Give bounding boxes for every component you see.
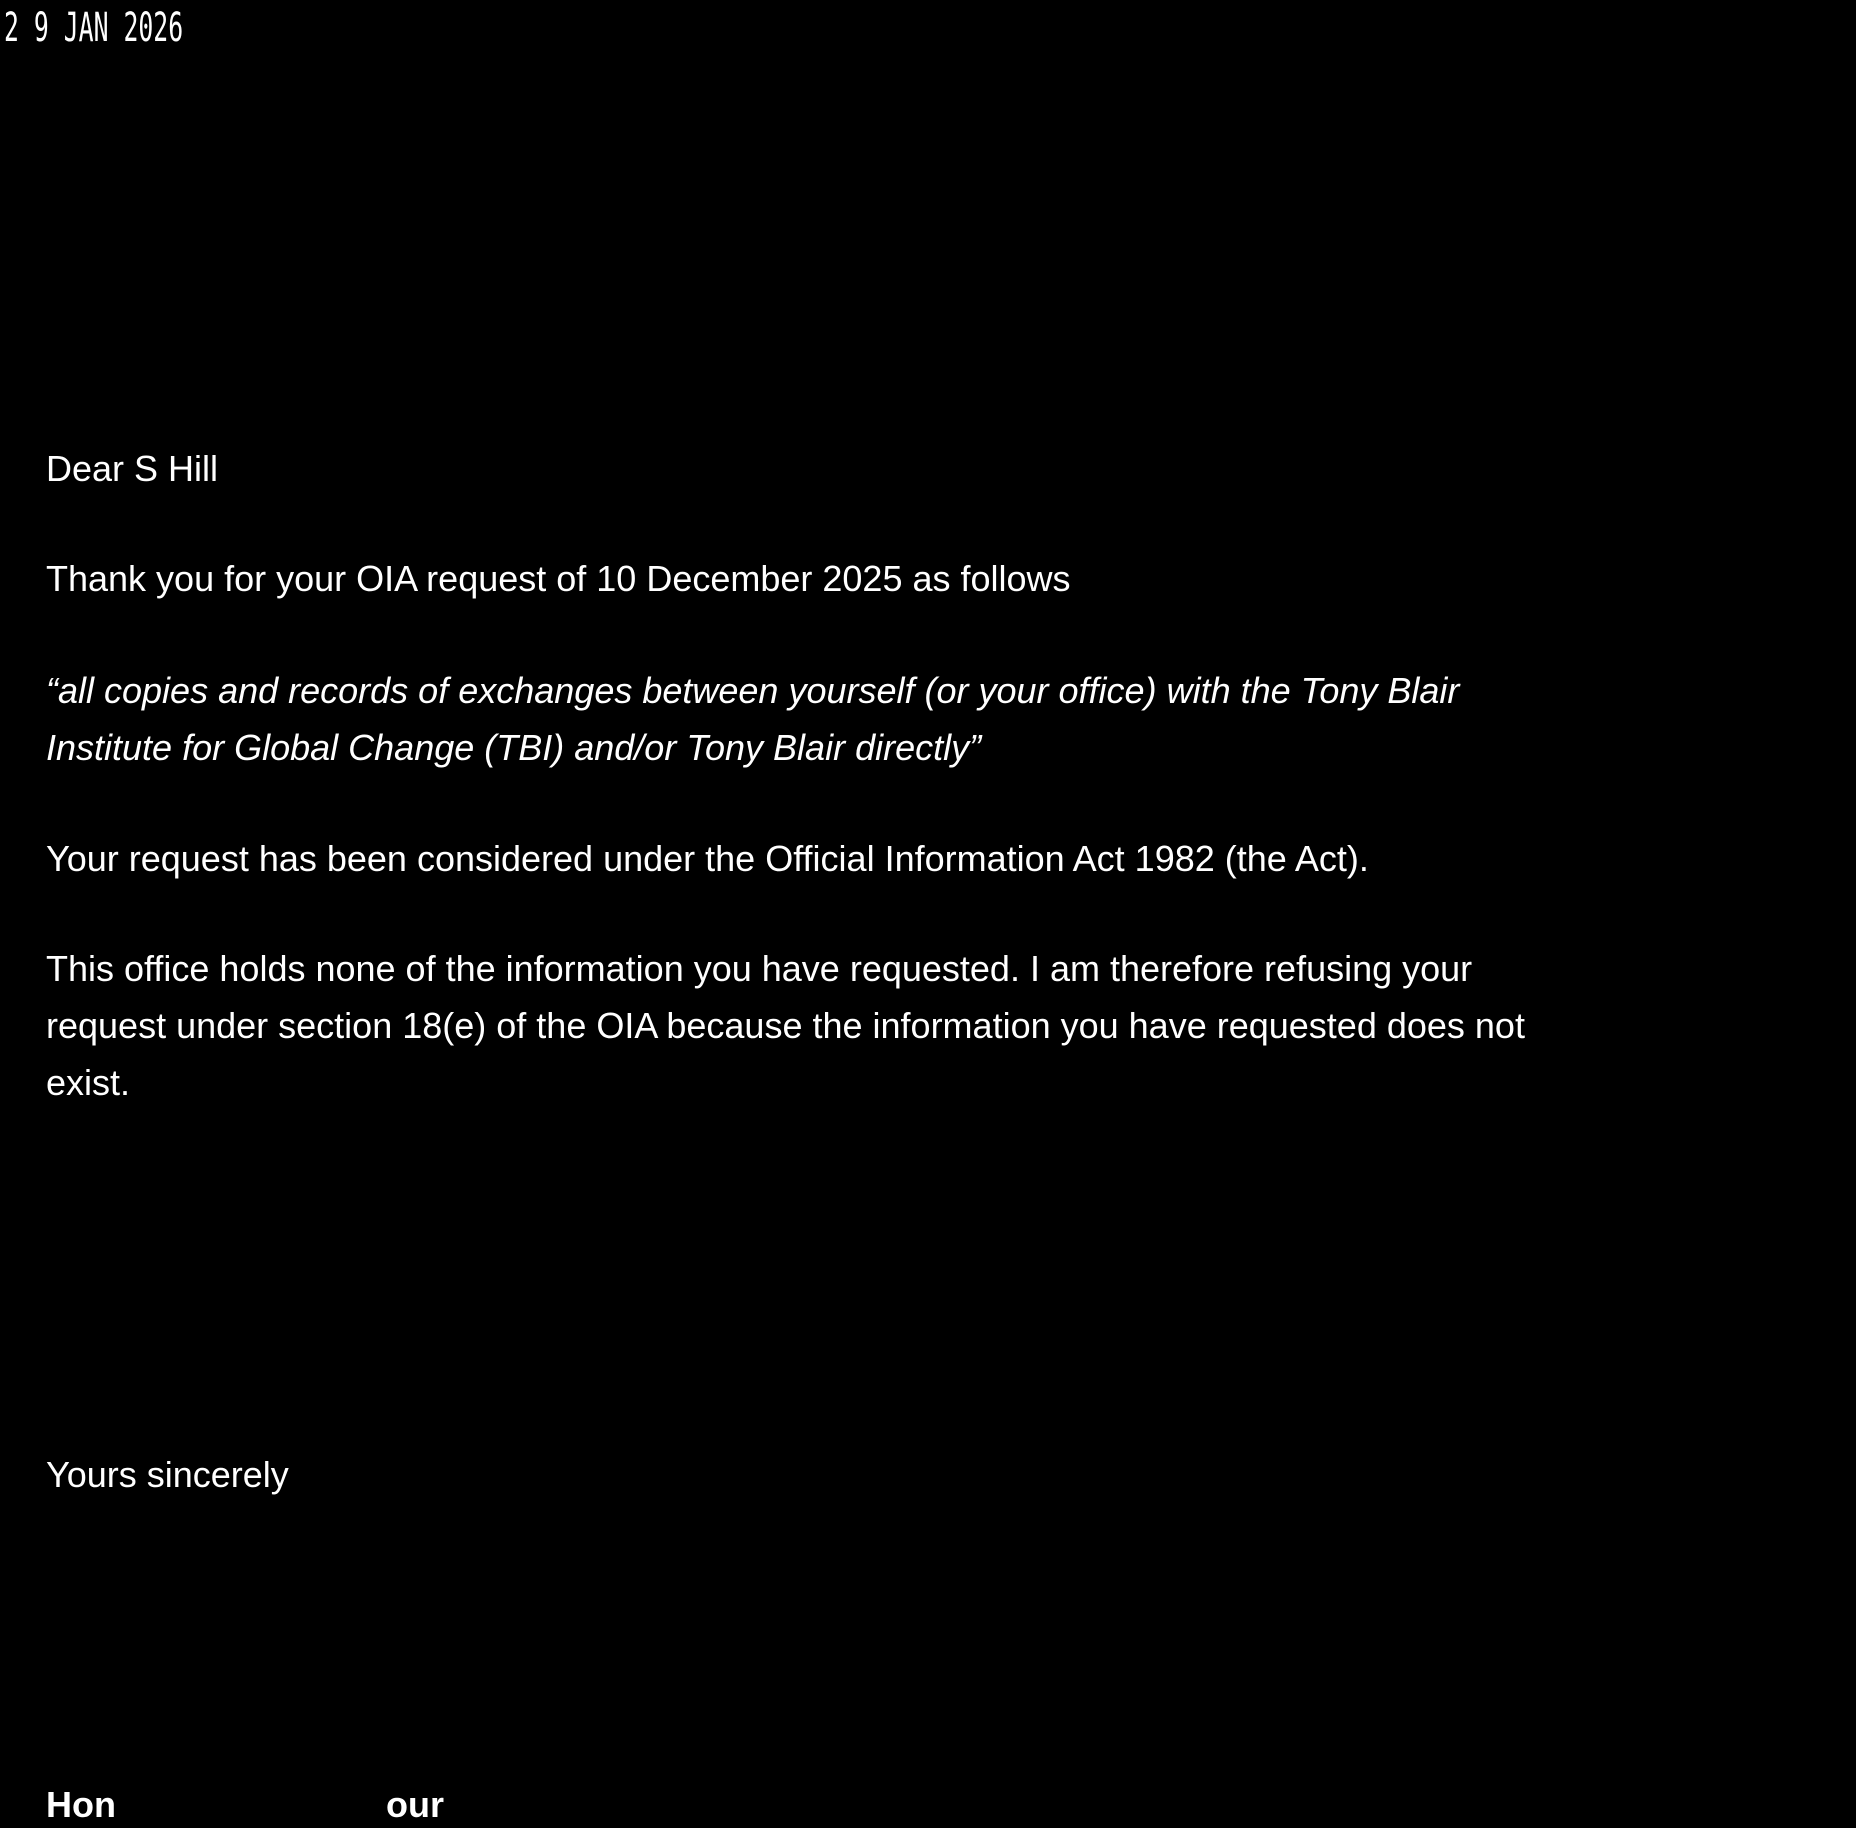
quote-line: “all copies and records of exchanges between yourself (or your office) with the Tony Blair: [46, 670, 1460, 711]
closing: Yours sincerely: [46, 1454, 289, 1495]
signature-fragment: Hon: [46, 1784, 116, 1825]
refusal-line: This office holds none of the information you have requested. I am therefore refusing your: [46, 948, 1473, 989]
date-stamp: 2 9 JAN 2026: [4, 5, 184, 51]
request-quote: [46, 662, 1459, 776]
considered-paragraph: Your request has been considered under the Official Information Act 1982 (the Act).: [46, 838, 1369, 879]
refusal-line: request under section 18(e) of the OIA because the information you have requested does not: [46, 1005, 1525, 1046]
quote-line: Institute for Global Change (TBI) and/or Tony Blair directly”: [46, 727, 982, 768]
signature-fragment: our: [386, 1784, 444, 1825]
refusal-line: exist.: [46, 1062, 131, 1103]
refusal-paragraph: [46, 940, 1525, 1111]
salutation: Dear S Hill: [46, 448, 219, 489]
thanks-paragraph: Thank you for your OIA request of 10 December 2025 as follows: [46, 558, 1071, 599]
